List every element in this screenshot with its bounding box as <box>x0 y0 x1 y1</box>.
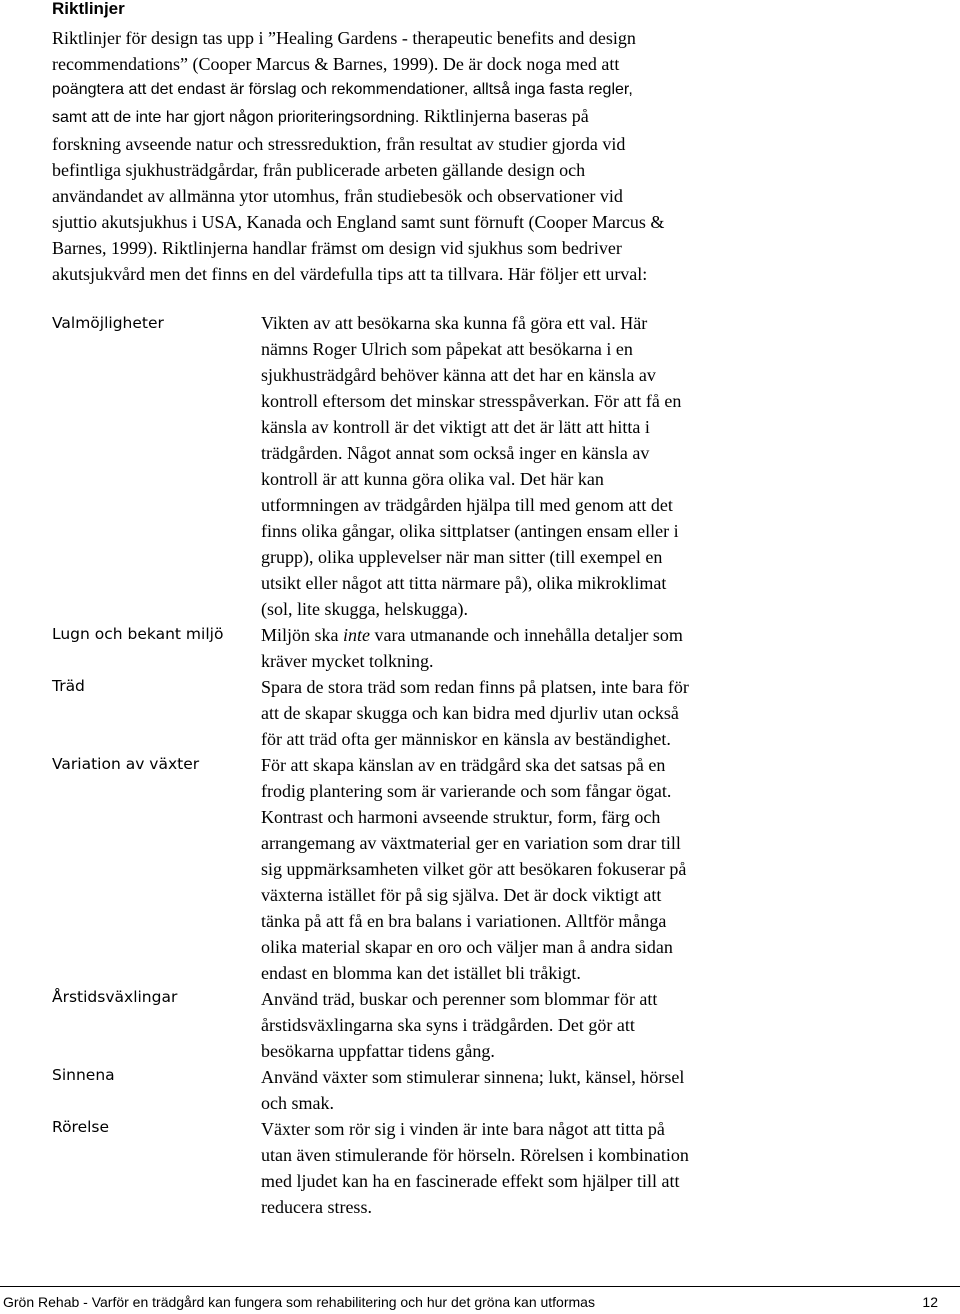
footer-divider <box>0 1286 960 1287</box>
description-line: utan även stimulerande för hörseln. Rörelsen i kombination <box>261 1145 689 1165</box>
footer-title: Grön Rehab - Varför en trädgård kan fungera som rehabilitering och hur det gröna kan utformas <box>3 1294 595 1310</box>
description-line: sig uppmärksamheten vilket gör att besökaren fokuserar på <box>261 859 687 879</box>
description-line <box>261 622 761 648</box>
description-line: växterna istället för på sig själva. Det är dock viktigt att <box>261 885 662 905</box>
intro-line: recommendations” (Cooper Marcus & Barnes, 1999). De är dock noga med att <box>52 54 620 74</box>
guideline-description-variation <box>261 752 761 986</box>
guideline-description-lugn <box>261 622 761 674</box>
guideline-description-rorelse <box>261 1116 761 1220</box>
guideline-description-trad <box>261 674 761 752</box>
intro-line: Barnes, 1999). Riktlinjerna handlar främst om design vid sjukhus som bedriver <box>52 238 622 258</box>
description-line: nämns Roger Ulrich som påpekat att besökarna i en <box>261 339 633 359</box>
intro-line: forskning avseende natur och stressreduktion, från resultat av studier gjorda vid <box>52 134 626 154</box>
guideline-term: Rörelse <box>52 1118 110 1136</box>
intro-line: användandet av allmänna ytor utomhus, från studiebesök och observationer vid <box>52 186 623 206</box>
description-line: kontroll eftersom det minskar stresspåverkan. För att få en <box>261 391 682 411</box>
description-line: årstidsväxlingarna ska syns i trädgården. Det gör att <box>261 1015 635 1035</box>
description-line: och smak. <box>261 1093 334 1113</box>
description-line: kräver mycket tolkning. <box>261 651 434 671</box>
description-line: Kontrast och harmoni avseende struktur, form, färg och <box>261 807 661 827</box>
description-line: besökarna uppfattar tidens gång. <box>261 1041 495 1061</box>
intro-line-4-tail: Riktlinjerna baseras på <box>419 106 589 126</box>
guideline-description-sinnena <box>261 1064 761 1116</box>
intro-line: befintliga sjukhusträdgårdar, från publicerade arbeten gällande design och <box>52 160 586 180</box>
guideline-term: Årstidsväxlingar <box>52 988 178 1006</box>
page-number: 12 <box>922 1294 938 1310</box>
guideline-term: Träd <box>52 677 85 695</box>
intro-line: poängtera att det endast är förslag och rekommendationer, alltså inga fasta regler, <box>52 81 633 98</box>
description-line: trädgården. Något annat som också inger en känsla av <box>261 443 650 463</box>
description-line: För att skapa känslan av en trädgård ska det satsas på en <box>261 755 666 775</box>
intro-line-4-head: samt att de inte har gjort någon prioriteringsordning. <box>52 109 420 126</box>
guideline-descriptions-column <box>261 310 761 1220</box>
emphasis-text: inte <box>343 625 371 645</box>
description-line: tänka på att få en bra balans i variationen. Alltför många <box>261 911 667 931</box>
intro-line-4 <box>52 103 772 131</box>
description-line: utformningen av trädgården hjälpa till med genom att det <box>261 495 673 515</box>
guideline-term: Valmöjligheter <box>52 314 164 332</box>
description-line: reducera stress. <box>261 1197 372 1217</box>
intro-line: Riktlinjer för design tas upp i ”Healing Gardens - therapeutic benefits and design <box>52 28 636 48</box>
description-line: Växter som rör sig i vinden är inte bara något att titta på <box>261 1119 665 1139</box>
description-line: utsikt eller något att titta närmare på), olika mikroklimat <box>261 573 667 593</box>
description-line: Spara de stora träd som redan finns på platsen, inte bara för <box>261 677 689 697</box>
description-line: arrangemang av växtmaterial ger en variation som drar till <box>261 833 681 853</box>
description-line: frodig plantering som är varierande och som fångar ögat. <box>261 781 672 801</box>
description-line: Använd växter som stimulerar sinnena; lukt, känsel, hörsel <box>261 1067 685 1087</box>
description-line: med ljudet kan ha en fascinerade effekt som hjälper till att <box>261 1171 680 1191</box>
description-line: Använd träd, buskar och perenner som blommar för att <box>261 989 658 1009</box>
description-line: finns olika gångar, olika sittplatser (antingen ensam eller i <box>261 521 679 541</box>
description-line: grupp), olika upplevelser när man sitter (till exempel en <box>261 547 663 567</box>
guideline-term: Variation av växter <box>52 755 200 773</box>
description-line: att de skapar skugga och kan bidra med djurliv utan också <box>261 703 679 723</box>
guideline-description-arstid <box>261 986 761 1064</box>
section-heading: Riktlinjer <box>52 0 125 18</box>
description-line: kontroll är att kunna göra olika val. Det här kan <box>261 469 604 489</box>
intro-line: sjuttio akutsjukhus i USA, Kanada och England samt sunt förnuft (Cooper Marcus & <box>52 212 665 232</box>
description-text: Miljön ska <box>261 625 344 645</box>
intro-paragraph <box>52 25 772 287</box>
description-line: sjukhusträdgård behöver känna att det har en känsla av <box>261 365 656 385</box>
guideline-description-valmojligheter <box>261 310 761 622</box>
guideline-term: Lugn och bekant miljö <box>52 625 224 643</box>
intro-line: akutsjukvård men det finns en del värdefulla tips att ta tillvara. Här följer ett urval: <box>52 264 648 284</box>
description-line: känsla av kontroll är det viktigt att det är lätt att hitta i <box>261 417 650 437</box>
description-line: olika material skapar en oro och väljer man å andra sidan <box>261 937 673 957</box>
description-line: för att träd ofta ger människor en känsla av beständighet. <box>261 729 671 749</box>
guideline-term: Sinnena <box>52 1066 115 1084</box>
description-line: Vikten av att besökarna ska kunna få göra ett val. Här <box>261 313 648 333</box>
description-line: endast en blomma kan det istället bli tråkigt. <box>261 963 581 983</box>
description-line: (sol, lite skugga, helskugga). <box>261 599 468 619</box>
description-text: vara utmanande och innehålla detaljer som <box>370 625 683 645</box>
